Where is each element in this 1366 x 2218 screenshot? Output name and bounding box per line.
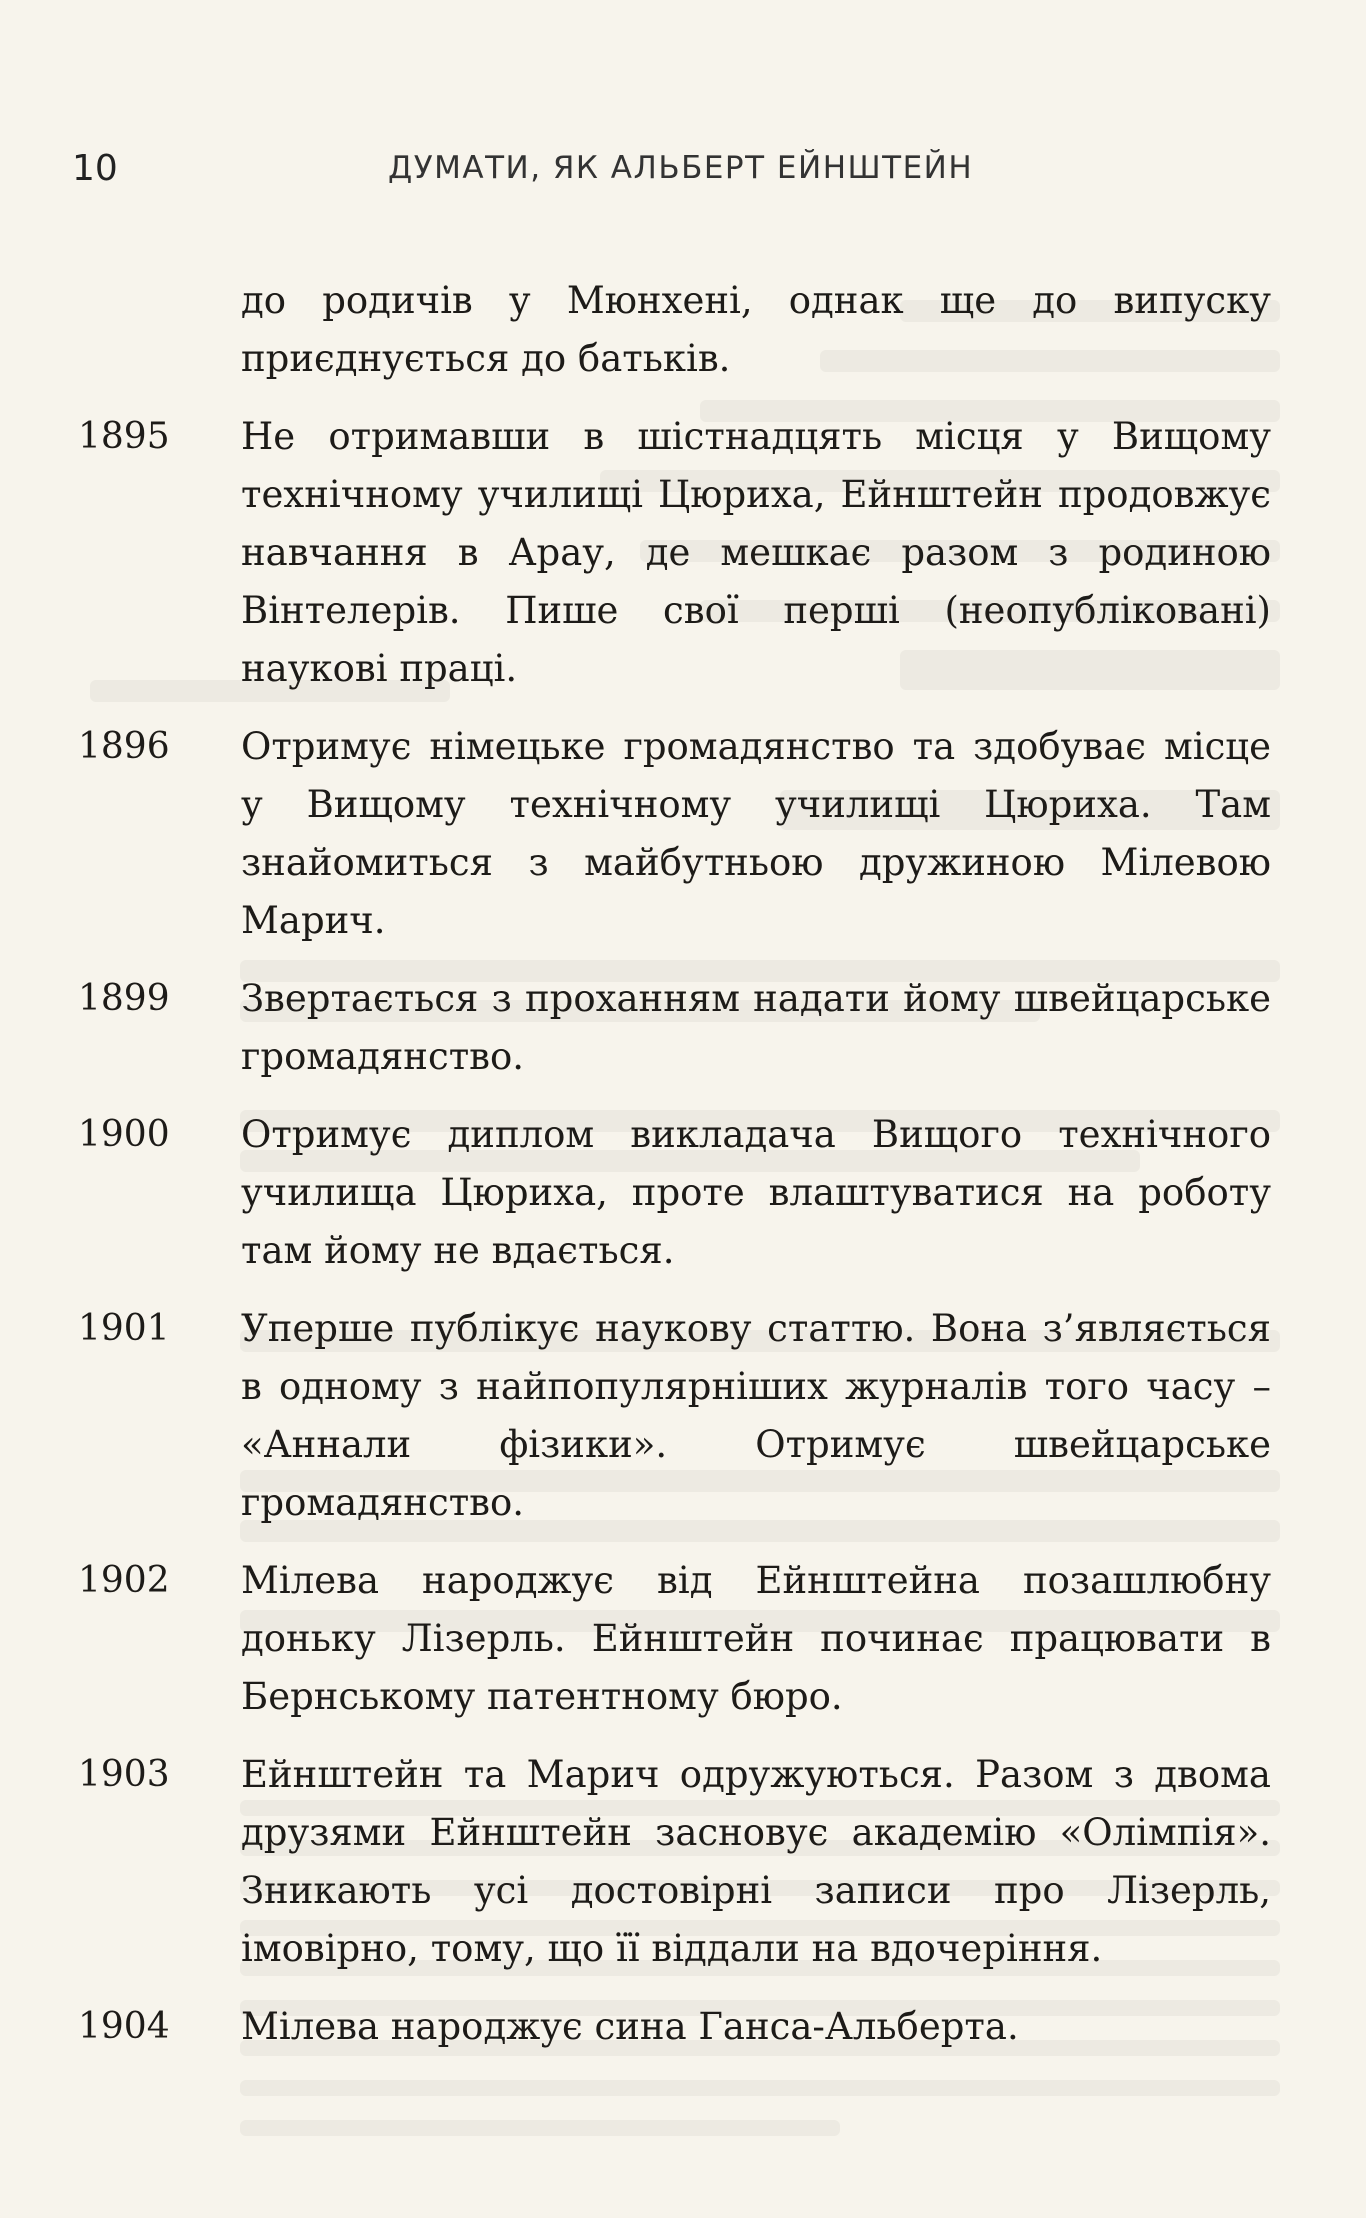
entry-year: 1900: [78, 1114, 170, 1155]
entry-year: 1904: [78, 2006, 170, 2047]
entry-text: Отримує диплом викладача Вищого технічного училища Цюриха, проте влаштуватися на роботу там йому не вдається.: [241, 1113, 1271, 1272]
entry-year: 1903: [78, 1754, 170, 1795]
entry-text: Ейнштейн та Марич одружуються. Разом з двома друзями Ейнштейн засновує академію «Олімпія». Зникають усі достовірні записи про Лізерль, імовірно, тому, що її віддали на вдочеріння.: [241, 1753, 1271, 1970]
page-number: 10: [72, 148, 118, 189]
chronology-entry: [78, 1998, 1278, 2056]
entry-text: Уперше публікує наукову статтю. Вона з’являється в одному з найпопулярніших журналів того часу – «Аннали фізики». Отримує швейцарське громадянство.: [241, 1307, 1271, 1524]
entry-text: Отримує німецьке громадянство та здобуває місце у Вищому технічному училищі Цюриха. Там знайомиться з майбутньою дружиною Мілевою Марич.: [241, 725, 1271, 942]
entry-year: 1896: [78, 726, 170, 767]
entry-year: 1895: [78, 416, 170, 457]
entry-year: 1899: [78, 978, 170, 1019]
chronology-list: [78, 272, 1278, 2076]
chronology-entry: [78, 1746, 1278, 1978]
chronology-entry: [78, 408, 1278, 698]
entry-year: 1901: [78, 1308, 170, 1349]
continuation-paragraph: до родичів у Мюнхені, однак ще до випуску приєднується до батьків.: [241, 279, 1271, 380]
running-title: ДУМАТИ, ЯК АЛЬБЕРТ ЕЙНШТЕЙН: [388, 150, 974, 186]
entry-text: Звертається з проханням надати йому швейцарське громадянство.: [241, 977, 1271, 1078]
chronology-entry: [78, 1106, 1278, 1280]
entry-text: Мілева народжує сина Ганса-Альберта.: [241, 2005, 1019, 2048]
entry-text: Мілева народжує від Ейнштейна позашлюбну доньку Лізерль. Ейнштейн починає працювати в Бернському патентному бюро.: [241, 1559, 1271, 1718]
chronology-entry: [78, 970, 1278, 1086]
entry-year: 1902: [78, 1560, 170, 1601]
entry-text: Не отримавши в шістнадцять місця у Вищому технічному училищі Цюриха, Ейнштейн продовжує навчання в Арау, де мешкає разом з родиною Вінтелерів. Пише свої перші (неопубліковані) наукові праці.: [241, 415, 1271, 690]
chronology-entry: [78, 718, 1278, 950]
chronology-entry: [78, 1300, 1278, 1532]
chronology-entry: [78, 1552, 1278, 1726]
page-header: [72, 148, 1292, 198]
